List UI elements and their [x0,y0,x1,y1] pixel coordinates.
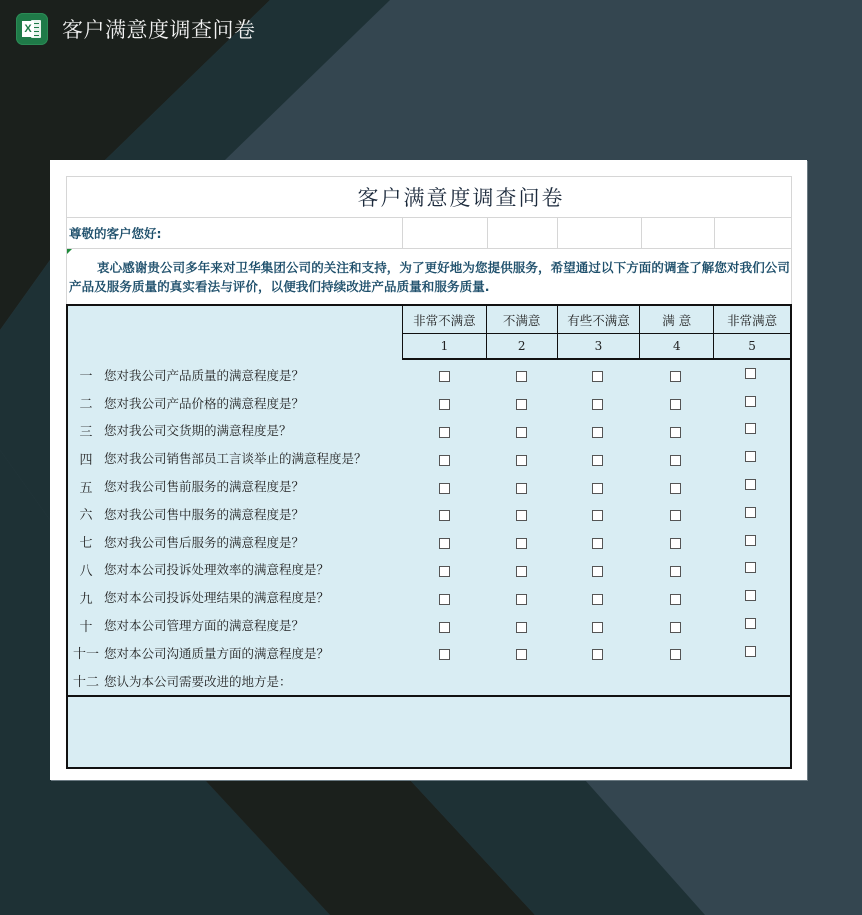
rating-cell [402,528,486,556]
rating-checkbox[interactable] [745,590,756,601]
question-row [68,528,790,556]
rating-checkbox[interactable] [670,594,681,605]
rating-cell [486,528,556,556]
rating-checkbox[interactable] [670,566,681,577]
comment-indicator-icon [67,249,72,254]
question-number: 一 [79,369,93,385]
rating-cell [402,556,486,584]
rating-cell [712,361,788,389]
rating-checkbox[interactable] [592,594,603,605]
rating-checkbox[interactable] [439,399,450,410]
question-number: 九 [79,591,93,607]
rating-checkbox[interactable] [592,427,603,438]
rating-cell [486,500,556,528]
empty-cell[interactable] [715,218,791,248]
rating-checkbox[interactable] [439,622,450,633]
question-row [68,611,790,639]
question-row [68,639,790,667]
rating-cell [486,639,556,667]
rating-checkbox[interactable] [516,622,527,633]
rating-cell [639,611,712,639]
rating-checkbox[interactable] [516,594,527,605]
rating-options [402,556,788,584]
question-row [68,472,790,500]
scale-label: 非常满意 [714,306,790,334]
intro-cell[interactable] [66,248,792,304]
rating-checkbox[interactable] [592,649,603,660]
rating-checkbox[interactable] [516,649,527,660]
rating-cell [556,417,639,445]
empty-cell[interactable] [558,218,642,248]
rating-cell [639,583,712,611]
question-row [68,389,790,417]
survey-sheet [66,176,792,769]
rating-cell [639,361,712,389]
survey-table [66,304,792,769]
rating-options [402,472,788,500]
sheet-title-cell[interactable] [66,176,792,217]
rating-checkbox[interactable] [745,451,756,462]
rating-cell [402,444,486,472]
scale-header [68,306,790,361]
question-row [68,500,790,528]
rating-cell [486,389,556,417]
rating-cell [486,417,556,445]
rating-checkbox[interactable] [745,368,756,379]
rating-checkbox[interactable] [439,566,450,577]
scale-label: 有些不满意 [557,306,640,334]
question-text: 您对我公司售后服务的满意程度是？ [104,534,305,550]
rating-checkbox[interactable] [670,538,681,549]
rating-checkbox[interactable] [439,510,450,521]
rating-checkbox[interactable] [516,510,527,521]
rating-checkbox[interactable] [592,483,603,494]
rating-cell [712,389,788,417]
rating-cell [712,611,788,639]
rating-checkbox[interactable] [516,566,527,577]
rating-checkbox[interactable] [439,649,450,660]
excel-icon: X [16,13,48,45]
rating-checkbox[interactable] [670,649,681,660]
rating-checkbox[interactable] [670,510,681,521]
rating-cell [486,361,556,389]
rating-cell [556,389,639,417]
rating-cell [556,361,639,389]
rating-checkbox[interactable] [745,479,756,490]
question-number: 四 [79,452,93,468]
rating-checkbox[interactable] [439,594,450,605]
rating-cell [402,389,486,417]
rating-cell [556,583,639,611]
rating-scale [402,306,790,360]
rating-options [402,361,788,389]
rating-checkbox[interactable] [745,423,756,434]
rating-checkbox[interactable] [592,622,603,633]
rating-checkbox[interactable] [592,566,603,577]
rating-options [402,500,788,528]
rating-cell [402,417,486,445]
rating-cell [712,472,788,500]
rating-options [402,611,788,639]
rating-cell [486,583,556,611]
open-question-row [68,667,790,695]
rating-cell [639,472,712,500]
question-row [68,444,790,472]
question-text: 您对我公司售前服务的满意程度是？ [104,479,305,495]
improvement-answer-field[interactable] [68,695,790,767]
spreadsheet-preview [50,160,807,780]
sheet-title: 客户满意度调查问卷 [357,186,565,210]
rating-checkbox[interactable] [670,622,681,633]
rating-cell [402,611,486,639]
rating-cell [712,444,788,472]
rating-cell [639,639,712,667]
scale-value: 2 [486,334,557,360]
question-row [68,361,790,389]
rating-cell [402,361,486,389]
question-text: 您对本公司投诉处理结果的满意程度是？ [104,590,330,606]
question-row [68,583,790,611]
question-row [68,417,790,445]
rating-checkbox[interactable] [745,618,756,629]
rating-checkbox[interactable] [670,455,681,466]
rating-checkbox[interactable] [516,483,527,494]
rating-checkbox[interactable] [670,399,681,410]
rating-checkbox[interactable] [745,507,756,518]
rating-cell [639,444,712,472]
rating-cell [556,639,639,667]
rating-cell [556,528,639,556]
question-number: 二 [79,397,93,413]
scale-label: 非常不满意 [403,306,487,334]
rating-cell [556,611,639,639]
empty-cell[interactable] [403,218,488,248]
rating-checkbox[interactable] [439,371,450,382]
rating-checkbox[interactable] [745,562,756,573]
rating-checkbox[interactable] [439,538,450,549]
rating-cell [556,556,639,584]
scale-label: 不满意 [486,306,557,334]
question-text: 您对我公司产品价格的满意程度是？ [104,395,305,411]
scale-value: 1 [403,334,487,360]
empty-cell[interactable] [488,218,559,248]
question-list [68,361,790,667]
rating-cell [486,444,556,472]
rating-checkbox[interactable] [439,427,450,438]
question-number: 十一 [72,647,99,663]
question-number: 五 [79,480,93,496]
greeting-cell[interactable]: 尊敬的客户您好: [67,218,403,248]
rating-checkbox[interactable] [592,510,603,521]
rating-cell [486,611,556,639]
rating-options [402,583,788,611]
scale-value: 4 [640,334,714,360]
intro-text: 衷心感谢贵公司多年来对卫华集团公司的关注和支持，为了更好地为您提供服务，希望通过以下方面的调查了解您对我们公司产品及服务质量的真实看法与评价，以便我们持续改进产品质量和服务质量. [69,260,791,294]
question-number: 八 [79,563,93,579]
rating-cell [486,472,556,500]
rating-cell [402,583,486,611]
question-number: 七 [79,536,93,552]
rating-options [402,639,788,667]
question-text: 您对本公司投诉处理效率的满意程度是？ [104,562,330,578]
scale-value: 5 [714,334,790,360]
rating-cell [712,556,788,584]
rating-checkbox[interactable] [670,483,681,494]
question-number: 三 [79,424,93,440]
question-text: 您对本公司管理方面的满意程度是？ [104,618,305,634]
rating-checkbox[interactable] [439,483,450,494]
rating-checkbox[interactable] [516,371,527,382]
rating-cell [712,639,788,667]
scale-value: 3 [557,334,640,360]
rating-options [402,417,788,445]
rating-cell [402,639,486,667]
app-title: 客户满意度调查问卷 [62,18,256,42]
rating-checkbox[interactable] [592,371,603,382]
rating-options [402,528,788,556]
greeting-row [66,217,792,248]
empty-cell[interactable] [642,218,716,248]
rating-checkbox[interactable] [516,538,527,549]
rating-cell [712,528,788,556]
question-row [68,556,790,584]
question-text: 您对本公司沟通质量方面的满意程度是？ [104,645,330,661]
app-header [16,12,256,46]
rating-options [402,389,788,417]
rating-cell [639,556,712,584]
rating-checkbox[interactable] [592,455,603,466]
rating-cell [556,500,639,528]
rating-checkbox[interactable] [745,535,756,546]
question-number: 六 [79,508,93,524]
rating-cell [639,528,712,556]
rating-cell [712,500,788,528]
rating-checkbox[interactable] [670,371,681,382]
rating-cell [712,417,788,445]
rating-checkbox[interactable] [439,455,450,466]
question-text: 您对我公司产品质量的满意程度是？ [104,367,305,383]
rating-checkbox[interactable] [516,399,527,410]
rating-checkbox[interactable] [745,396,756,407]
scale-label: 满 意 [640,306,714,334]
rating-cell [486,556,556,584]
question-number: 十 [79,619,93,635]
question-text: 您对我公司售中服务的满意程度是？ [104,506,305,522]
rating-checkbox[interactable] [516,427,527,438]
rating-cell [556,472,639,500]
rating-cell [639,389,712,417]
rating-options [402,444,788,472]
question-text: 您对我公司交货期的满意程度是？ [104,423,292,439]
question-number: 十二 [72,675,99,691]
rating-cell [639,417,712,445]
rating-checkbox[interactable] [592,399,603,410]
rating-cell [402,500,486,528]
rating-checkbox[interactable] [670,427,681,438]
question-text: 您对我公司销售部员工言谈举止的满意程度是？ [104,451,367,467]
rating-checkbox[interactable] [516,455,527,466]
question-text: 您认为本公司需要改进的地方是： [104,673,292,689]
rating-cell [556,444,639,472]
rating-cell [639,500,712,528]
rating-cell [402,472,486,500]
rating-checkbox[interactable] [745,646,756,657]
rating-checkbox[interactable] [592,538,603,549]
rating-cell [712,583,788,611]
